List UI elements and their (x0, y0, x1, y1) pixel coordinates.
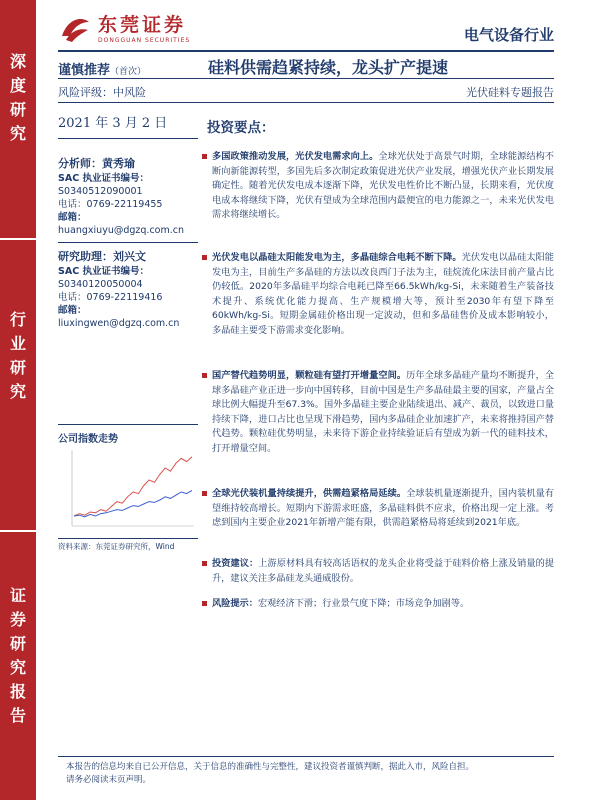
logo-name-en: DONGGUAN SECURITIES (98, 36, 191, 44)
chart-series-line (74, 490, 192, 516)
assistant-email-label: 邮箱： (58, 305, 87, 316)
highlight-text: 全球光伏处于高景气时期，全球能源结构不断向新能源转型，多国先后多次制定政策促进光伏产业发展，增强光伏产业长期发展确定性。随着光伏发电成本逐渐下降，光伏发电性价比不断凸显，长期来看，光伏度电成本将继续下降，光伏有望成为全球范围内最便宜的电力能源之一，未来光伏发电需求将继续增长。 (212, 151, 554, 221)
highlight-text: 上游原材料具有较高话语权的龙头企业将受益于硅料价格上涨及销量的提升，建议关注多晶硅龙头通威股份。 (212, 558, 555, 584)
bullet-square-icon (202, 373, 207, 378)
strip-divider (0, 530, 36, 532)
strip-char: 研 (9, 634, 26, 653)
strip-char: 业 (9, 334, 26, 353)
chart-source: 资料来源：东莞证券研究所，Wind (58, 542, 175, 551)
report-date: 2021 年 3 月 2 日 (58, 116, 168, 131)
strip-char: 究 (9, 382, 26, 401)
strip-char: 深 (9, 52, 26, 71)
highlight-text: 全球装机量逐渐提升，国内装机量有望维持较高增长。短期内下游需求旺盛，多晶硅料供不应求，价格出现一定上涨。考虑到国内主要企业2021年新增产能有限，供需趋紧格局将延续到2021年底。 (212, 488, 554, 529)
highlight-text: 光伏发电以晶硅太阳能发电为主，目前生产多晶硅的方法以改良西门子法为主，硅烷流化床法目前产量占比仍较低。2020年多晶硅平均综合电耗已降至66.5kWh/kg-Si，未来随着生产装备技术提升、系统优化能力提高、生产规模增大等，预计至2030年有望下降至60kWh/kg-Si。短期金属硅价格出现一定波动，但和多晶硅售价及成本影响较小，多晶硅主要受下游需求变化影响。 (212, 252, 554, 336)
analyst-phone: 电话：0769-22119455 (58, 199, 163, 210)
header-rule (58, 50, 554, 52)
highlight-lead: 国产替代趋势明显，颗粒硅有望打开增量空间。 (212, 370, 407, 381)
date-rule (58, 138, 198, 139)
chart-top-rule (58, 424, 198, 425)
report-series: 光伏硅料专题报告 (466, 86, 554, 99)
highlight-lead: 全球光伏装机量持续提升，供需趋紧格局延续。 (212, 488, 407, 499)
bullet-square-icon (202, 561, 207, 566)
strip-char: 究 (9, 658, 26, 677)
highlight-lead: 投资建议： (212, 558, 259, 569)
highlight-item (212, 487, 554, 531)
strip-char: 研 (9, 358, 26, 377)
strip-char: 券 (9, 610, 26, 629)
disclaimer-note: 请务必阅读末页声明。 (66, 775, 152, 785)
assistant-name: 研究助理：刘兴文 (58, 250, 146, 263)
assistant-card (58, 250, 179, 330)
title-rule (58, 78, 554, 79)
logo-mark-icon (58, 14, 92, 44)
analyst-cert-label: SAC 执业证书编号： (58, 173, 149, 184)
subheader-rule (58, 102, 554, 103)
bullet-square-icon (202, 255, 207, 260)
highlight-text: 历年全球多晶硅产量均不断提升，全球多晶硅产业正进一步向中国转移，目前中国是生产多晶硅最主要的国家，产量占全球比例大幅提升至67.3%。国外多晶硅主要企业陆续退出、减产、裁员，以致进口量持续下降，进口占比也呈现下滑趋势，国内多晶硅企业加速扩产，未来将推持国产替代趋势。颗粒硅优势明显，未来待下游企业持续验证后有望成为新一代的硅料技术，打开增量空间。 (212, 370, 554, 454)
rating-note: （首次） (110, 67, 147, 77)
analyst-email[interactable]: huangxiuyu@dgzq.com.cn (58, 225, 184, 236)
highlight-lead: 风险提示： (212, 598, 258, 609)
analyst-card (58, 157, 184, 237)
assistant-cert: S0340120050004 (58, 279, 143, 290)
disclaimer-line: 本报告的信息均来自已公开信息，关于信息的准确性与完整性，建议投资者谨慎判断，据此入市，风险自担。 (66, 762, 475, 772)
strip-label-securities-report (0, 584, 36, 728)
strip-label-deep-research (0, 50, 36, 146)
highlight-lead: 光伏发电以晶硅太阳能发电为主，多晶硅综合电耗不断下降。 (212, 252, 462, 263)
highlight-item (212, 150, 554, 223)
strip-char: 度 (9, 76, 26, 95)
strip-char: 究 (9, 124, 26, 143)
strip-divider (0, 238, 36, 240)
highlight-item (212, 251, 554, 339)
strip-char: 报 (9, 682, 26, 701)
highlight-item (212, 597, 554, 612)
highlight-text: 宏观经济下滑；行业景气度下降；市场竞争加剧等。 (257, 598, 470, 609)
strip-char: 研 (9, 100, 26, 119)
footer-rule (58, 756, 554, 757)
report-title: 硅料供需趋紧持续，龙头扩产提速 (208, 58, 449, 77)
bullet-square-icon (202, 154, 207, 159)
strip-char: 证 (9, 586, 26, 605)
strip-char: 告 (9, 706, 26, 725)
highlight-lead: 多国政策推动发展，光伏发电需求向上。 (212, 151, 379, 162)
analyst-cert: S0340512090001 (58, 186, 143, 197)
rating-value: 谨慎推荐 (58, 63, 111, 78)
industry-label: 电气设备行业 (463, 26, 554, 44)
bullet-square-icon (202, 491, 207, 496)
index-chart-title: 公司指数走势 (58, 434, 118, 445)
chart-bottom-rule (58, 538, 198, 539)
bullet-square-icon (202, 601, 207, 606)
highlight-item (212, 369, 554, 457)
assistant-email[interactable]: liuxingwen@dgzq.com.cn (58, 318, 180, 329)
analyst-email-label: 邮箱： (58, 212, 87, 223)
analyst-name: 分析师：黄秀瑜 (58, 157, 135, 170)
analyst-rule (58, 242, 198, 243)
index-chart (58, 446, 198, 538)
strip-char: 行 (9, 310, 26, 329)
rating (58, 59, 146, 78)
highlight-item (212, 557, 554, 586)
strip-label-industry-research (0, 308, 36, 404)
assistant-cert-label: SAC 执业证书编号： (58, 266, 149, 277)
risk-rating: 风险评级：中风险 (58, 86, 146, 99)
highlights-title: 投资要点： (207, 120, 275, 136)
disclaimer (66, 761, 586, 787)
logo-name-cn: 东莞证券 (98, 13, 187, 36)
chart-series-line (74, 457, 192, 516)
assistant-phone: 电话：0769-22119416 (58, 292, 163, 303)
company-logo (58, 14, 190, 44)
